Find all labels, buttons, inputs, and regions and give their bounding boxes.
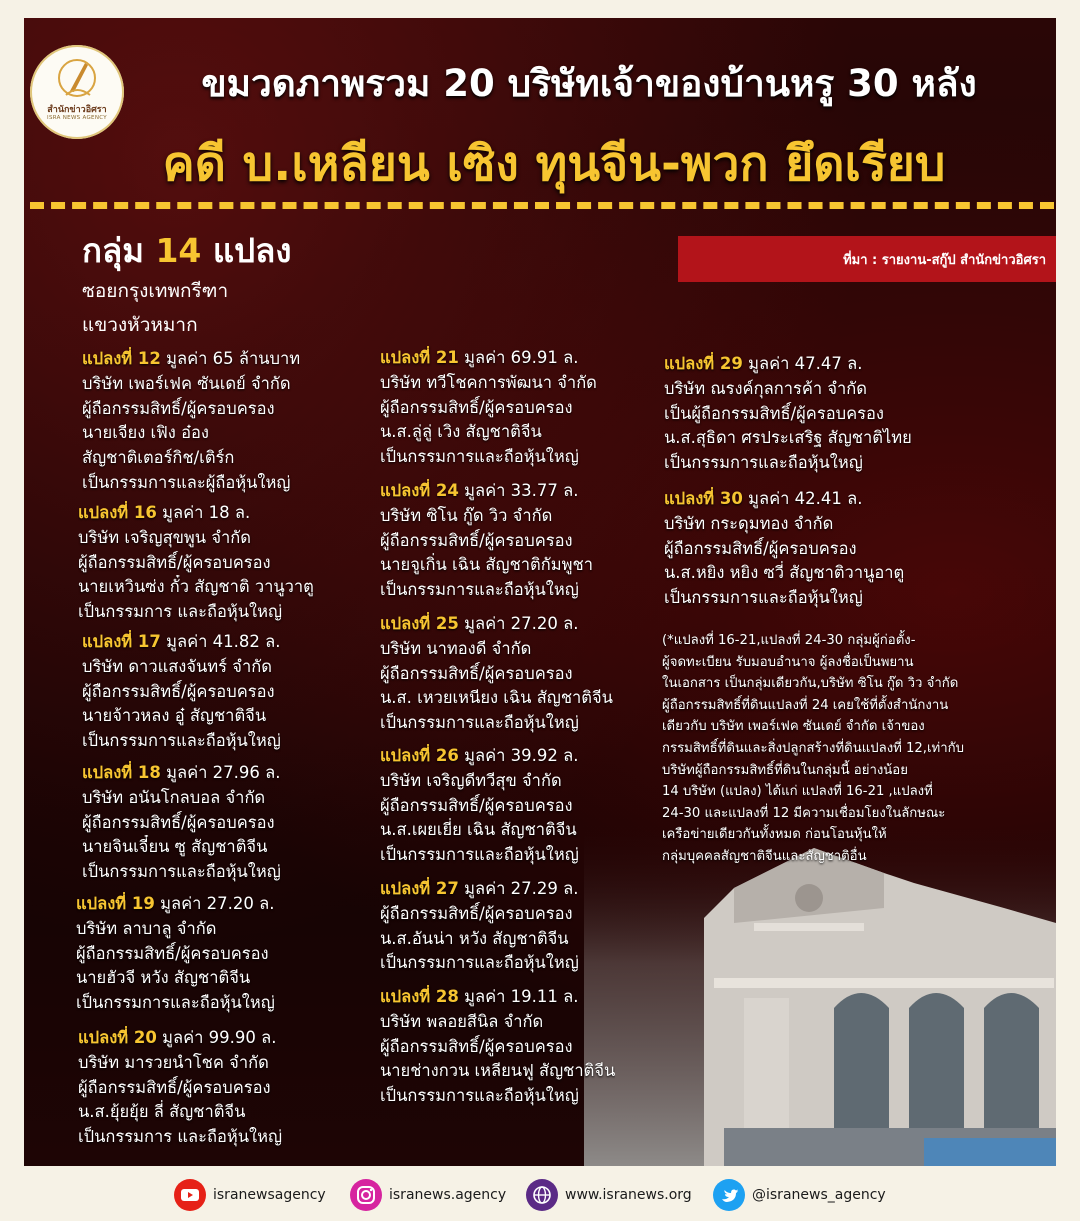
footnote [662,630,1052,868]
plot-line: น.ส. เหวยเหนียง เฉิน สัญชาติจีน [380,688,613,708]
plot-label: แปลงที่ 24 [380,481,459,500]
plot-label: แปลงที่ 19 [76,894,155,913]
dashed-divider [30,202,1054,209]
plot-line: บริษัท เจริญสุขพูน จำกัด [78,527,251,547]
plot-value: มูลค่า 39.92 ล. [458,746,579,765]
plot-line: บริษัท กระดุมทอง จำกัด [664,513,834,533]
plot-value: มูลค่า 27.20 ล. [458,614,579,633]
plot-26 [380,744,579,868]
plot-line: เป็นกรรมการและถือหุ้นใหญ่ [380,447,579,467]
plot-line: ผู้ถือกรรมสิทธิ์/ผู้ครอบครอง [380,1036,573,1056]
plot-25 [380,612,613,736]
twitter-handle: @isranews_agency [752,1187,886,1203]
plot-line: บริษัท เพอร์เฟค ซันเดย์ จำกัด [82,373,291,393]
footnote-line: เดียวกับ บริษัท เพอร์เฟค ซันเดย์ จำกัด เจ้าของ [662,719,925,735]
website-link[interactable] [526,1178,692,1212]
plot-line: บริษัท อนันโกลบอล จำกัด [82,787,266,807]
plot-line: เป็นกรรมการและถือหุ้นใหญ่ [76,993,275,1013]
isra-logo [30,45,124,139]
plot-label: แปลงที่ 29 [664,354,743,373]
plot-line: นายฮัวจี หวัง สัญชาติจีน [76,968,251,988]
plot-line: น.ส.สุธิดา ศรประเสริฐ สัญชาติไทย [664,428,912,448]
plot-line: นายจ้าวหลง อู๋ สัญชาติจีน [82,706,267,726]
social-footer [0,1170,1080,1221]
footnote-line: 24-30 และแปลงที่ 12 มีความเชื่อมโยงในลักษณะ [662,805,946,821]
plot-24 [380,479,593,603]
twitter-icon [713,1179,745,1211]
footnote-line: (*แปลงที่ 16-21,แปลงที่ 24-30 กลุ่มผู้ก่อตั้ง- [662,633,916,648]
plot-label: แปลงที่ 20 [78,1028,157,1047]
plot-line: เป็นกรรมการและถือหุ้นใหญ่ [82,731,281,751]
headline-line1: ขมวดภาพรวม 20 บริษัทเจ้าของบ้านหรู 30 หลัง [201,62,977,105]
footnote-line: กลุ่มบุคคลสัญชาติจีนและสัญชาติอื่น [662,848,867,864]
plot-line: ผู้ถือกรรมสิทธิ์/ผู้ครอบครอง [380,530,573,550]
plot-line: ผู้ถือกรรมสิทธิ์/ผู้ครอบครอง [380,795,573,815]
plot-line: ผู้ถือกรรมสิทธิ์/ผู้ครอบครอง [76,943,269,963]
footnote-line: เครือข่ายเดียวกันทั้งหมด ก่อนโอนหุ้นให้ [662,827,887,843]
plot-value: มูลค่า 47.47 ล. [742,354,863,373]
plot-label: แปลงที่ 16 [78,503,157,522]
plot-line: น.ส.หยิง หยิง ซวี่ สัญชาติวานูอาตู [664,563,905,583]
plot-label: แปลงที่ 26 [380,746,459,765]
group-prefix: กลุ่ม [82,231,144,270]
plot-12 [82,347,300,496]
group-number: 14 [155,231,202,270]
plot-line: เป็นกรรมการและถือหุ้นใหญ่ [380,845,579,865]
plot-line: เป็นกรรมการและผู้ถือหุ้นใหญ่ [82,472,291,492]
youtube-link[interactable] [174,1178,326,1212]
plot-line: บริษัท พลอยสีนิล จำกัด [380,1011,544,1031]
plot-line: ผู้ถือกรรมสิทธิ์/ผู้ครอบครอง [380,397,573,417]
plot-line: บริษัท นาทองดี จำกัด [380,638,532,658]
plot-line: นายจูเกิ่น เฉิน สัญชาติกัมพูชา [380,555,593,575]
plot-line: นายช่างกวน เหลียนฟู สัญชาติจีน [380,1061,616,1081]
plot-value: มูลค่า 65 ล้านบาท [160,349,301,368]
plot-value: มูลค่า 19.11 ล. [458,987,579,1006]
logo-text-english: ISRA NEWS AGENCY [47,115,107,121]
plot-line: บริษัท เจริญดีทวีสุข จำกัด [380,770,562,790]
headline-line2: คดี บ.เหลียน เซิง ทุนจีน-พวก ยึดเรียบ [162,136,946,192]
footnote-line: ผู้จดทะเบียน รับมอบอำนาจ ผู้ลงชื่อเป็นพยาน [662,654,914,670]
mansion-photo [584,828,1056,1166]
plot-27 [380,877,579,976]
plot-value: มูลค่า 69.91 ล. [458,348,579,367]
plot-line: น.ส.ยุ้ยยุ้ย ลี่ สัญชาติจีน [78,1102,246,1122]
plot-value: มูลค่า 27.96 ล. [160,763,281,782]
plot-line: เป็นกรรมการและถือหุ้นใหญ่ [380,1086,579,1106]
plot-line: บริษัท มารวยนำโชค จำกัด [78,1052,269,1072]
plot-line: บริษัท ทวีโชคการพัฒนา จำกัด [380,372,597,392]
twitter-link[interactable] [713,1178,886,1212]
plot-label: แปลงที่ 28 [380,987,459,1006]
plot-line: บริษัท ลาบาลู จำกัด [76,918,217,938]
plot-18 [82,761,281,885]
plot-17 [82,630,281,754]
plot-label: แปลงที่ 18 [82,763,161,782]
plot-line: เป็นกรรมการและถือหุ้นใหญ่ [664,588,863,608]
plot-line: บริษัท ดาวแสงจันทร์ จำกัด [82,656,272,676]
plot-value: มูลค่า 41.82 ล. [160,632,281,651]
plot-line: ผู้ถือกรรมสิทธิ์/ผู้ครอบครอง [380,903,573,923]
footnote-line: ผู้ถือกรรมสิทธิ์ที่ดินแปลงที่ 24 เคยใช้ที่ตั้งสำนักงาน [662,697,949,713]
plot-value: มูลค่า 18 ล. [156,503,251,522]
footnote-line: 14 บริษัท (แปลง) ได้แก่ แปลงที่ 16-21 ,แปลงที่ [662,784,933,800]
plot-value: มูลค่า 27.29 ล. [458,879,579,898]
plot-line: นายเหวินซ่ง กั๋ว สัญชาติ วานูวาตู [78,577,314,597]
plot-line: สัญชาติเตอร์กิช/เติร์ก [82,448,235,468]
plot-line: เป็นกรรมการและถือหุ้นใหญ่ [82,862,281,882]
plot-label: แปลงที่ 27 [380,879,459,898]
plot-line: น.ส.ลู่ลู่ เวิง สัญชาติจีน [380,422,542,442]
plot-value: มูลค่า 33.77 ล. [458,481,579,500]
plot-19 [76,892,275,1016]
plot-label: แปลงที่ 12 [82,349,161,368]
plot-16 [78,501,314,625]
khwaeng-name: แขวงหัวหมาก [82,314,198,336]
plot-29 [664,352,912,476]
source-text: ที่มา : รายงาน-สกู๊ป สำนักข่าวอิศรา [843,253,1046,268]
youtube-icon [174,1179,206,1211]
infographic-poster [24,18,1056,1166]
footnote-line: กรรมสิทธิ์ที่ดินและสิ่งปลูกสร้างที่ดินแปลงที่ 12,เท่ากับ [662,740,964,756]
footnote-line: ในเอกสาร เป็นกลุ่มเดียวกัน,บริษัท ซิโน กู๊ด วิว จำกัด [662,676,959,692]
group-title [82,224,291,277]
globe-icon [526,1179,558,1211]
group-suffix: แปลง [212,231,292,270]
quill-icon [30,45,124,139]
plot-line: น.ส.เผยเยี่ย เฉิน สัญชาติจีน [380,820,577,840]
plot-line: ผู้ถือกรรมสิทธิ์/ผู้ครอบครอง [82,812,275,832]
plot-value: มูลค่า 42.41 ล. [742,489,863,508]
plot-line: ผู้ถือกรรมสิทธิ์/ผู้ครอบครอง [78,552,271,572]
instagram-handle: isranews.agency [389,1187,507,1203]
plot-line: บริษัท ซิโน กู๊ด วิว จำกัด [380,505,553,525]
plot-line: ผู้ถือกรรมสิทธิ์/ผู้ครอบครอง [664,538,857,558]
plot-line: เป็นกรรมการและถือหุ้นใหญ่ [380,953,579,973]
plot-label: แปลงที่ 25 [380,614,459,633]
youtube-handle: isranewsagency [213,1187,326,1203]
plot-20 [78,1026,282,1150]
plot-line: ผู้ถือกรรมสิทธิ์/ผู้ครอบครอง [78,1077,271,1097]
plot-30 [664,487,904,611]
instagram-icon [350,1179,382,1211]
plot-label: แปลงที่ 17 [82,632,161,651]
plot-line: บริษัท ณรงค์กุลการค้า จำกัด [664,378,868,398]
plot-line: ผู้ถือกรรมสิทธิ์/ผู้ครอบครอง [82,681,275,701]
plot-line: เป็นกรรมการและถือหุ้นใหญ่ [664,453,863,473]
plot-line: เป็นผู้ถือกรรมสิทธิ์/ผู้ครอบครอง [664,403,884,423]
plot-line: เป็นกรรมการ และถือหุ้นใหญ่ [78,1127,283,1147]
plot-21 [380,346,597,470]
website-url: www.isranews.org [565,1187,692,1203]
soi-name: ซอยกรุงเทพกรีฑา [82,280,229,302]
footnote-line: บริษัทผู้ถือกรรมสิทธิ์ที่ดินในกลุ่มนี้ อย่างน้อย [662,762,908,778]
instagram-link[interactable] [350,1178,506,1212]
plot-line: ผู้ถือกรรมสิทธิ์/ผู้ครอบครอง [380,663,573,683]
source-banner [678,236,1056,282]
plot-label: แปลงที่ 30 [664,489,743,508]
plot-label: แปลงที่ 21 [380,348,459,367]
plot-value: มูลค่า 27.20 ล. [154,894,275,913]
plot-line: น.ส.อันน่า หวัง สัญชาติจีน [380,928,569,948]
plot-line: เป็นกรรมการและถือหุ้นใหญ่ [380,580,579,600]
plot-line: นายเจียง เฟิง อ๋อง [82,423,209,443]
plot-line: ผู้ถือกรรมสิทธิ์/ผู้ครอบครอง [82,398,275,418]
plot-28 [380,985,615,1109]
plot-line: เป็นกรรมการ และถือหุ้นใหญ่ [78,602,283,622]
plot-value: มูลค่า 99.90 ล. [156,1028,277,1047]
plot-line: นายจินเจี๋ยน ซู สัญชาติจีน [82,837,268,857]
plot-line: เป็นกรรมการและถือหุ้นใหญ่ [380,713,579,733]
logo-text-thai: สำนักข่าวอิศรา [47,105,107,115]
